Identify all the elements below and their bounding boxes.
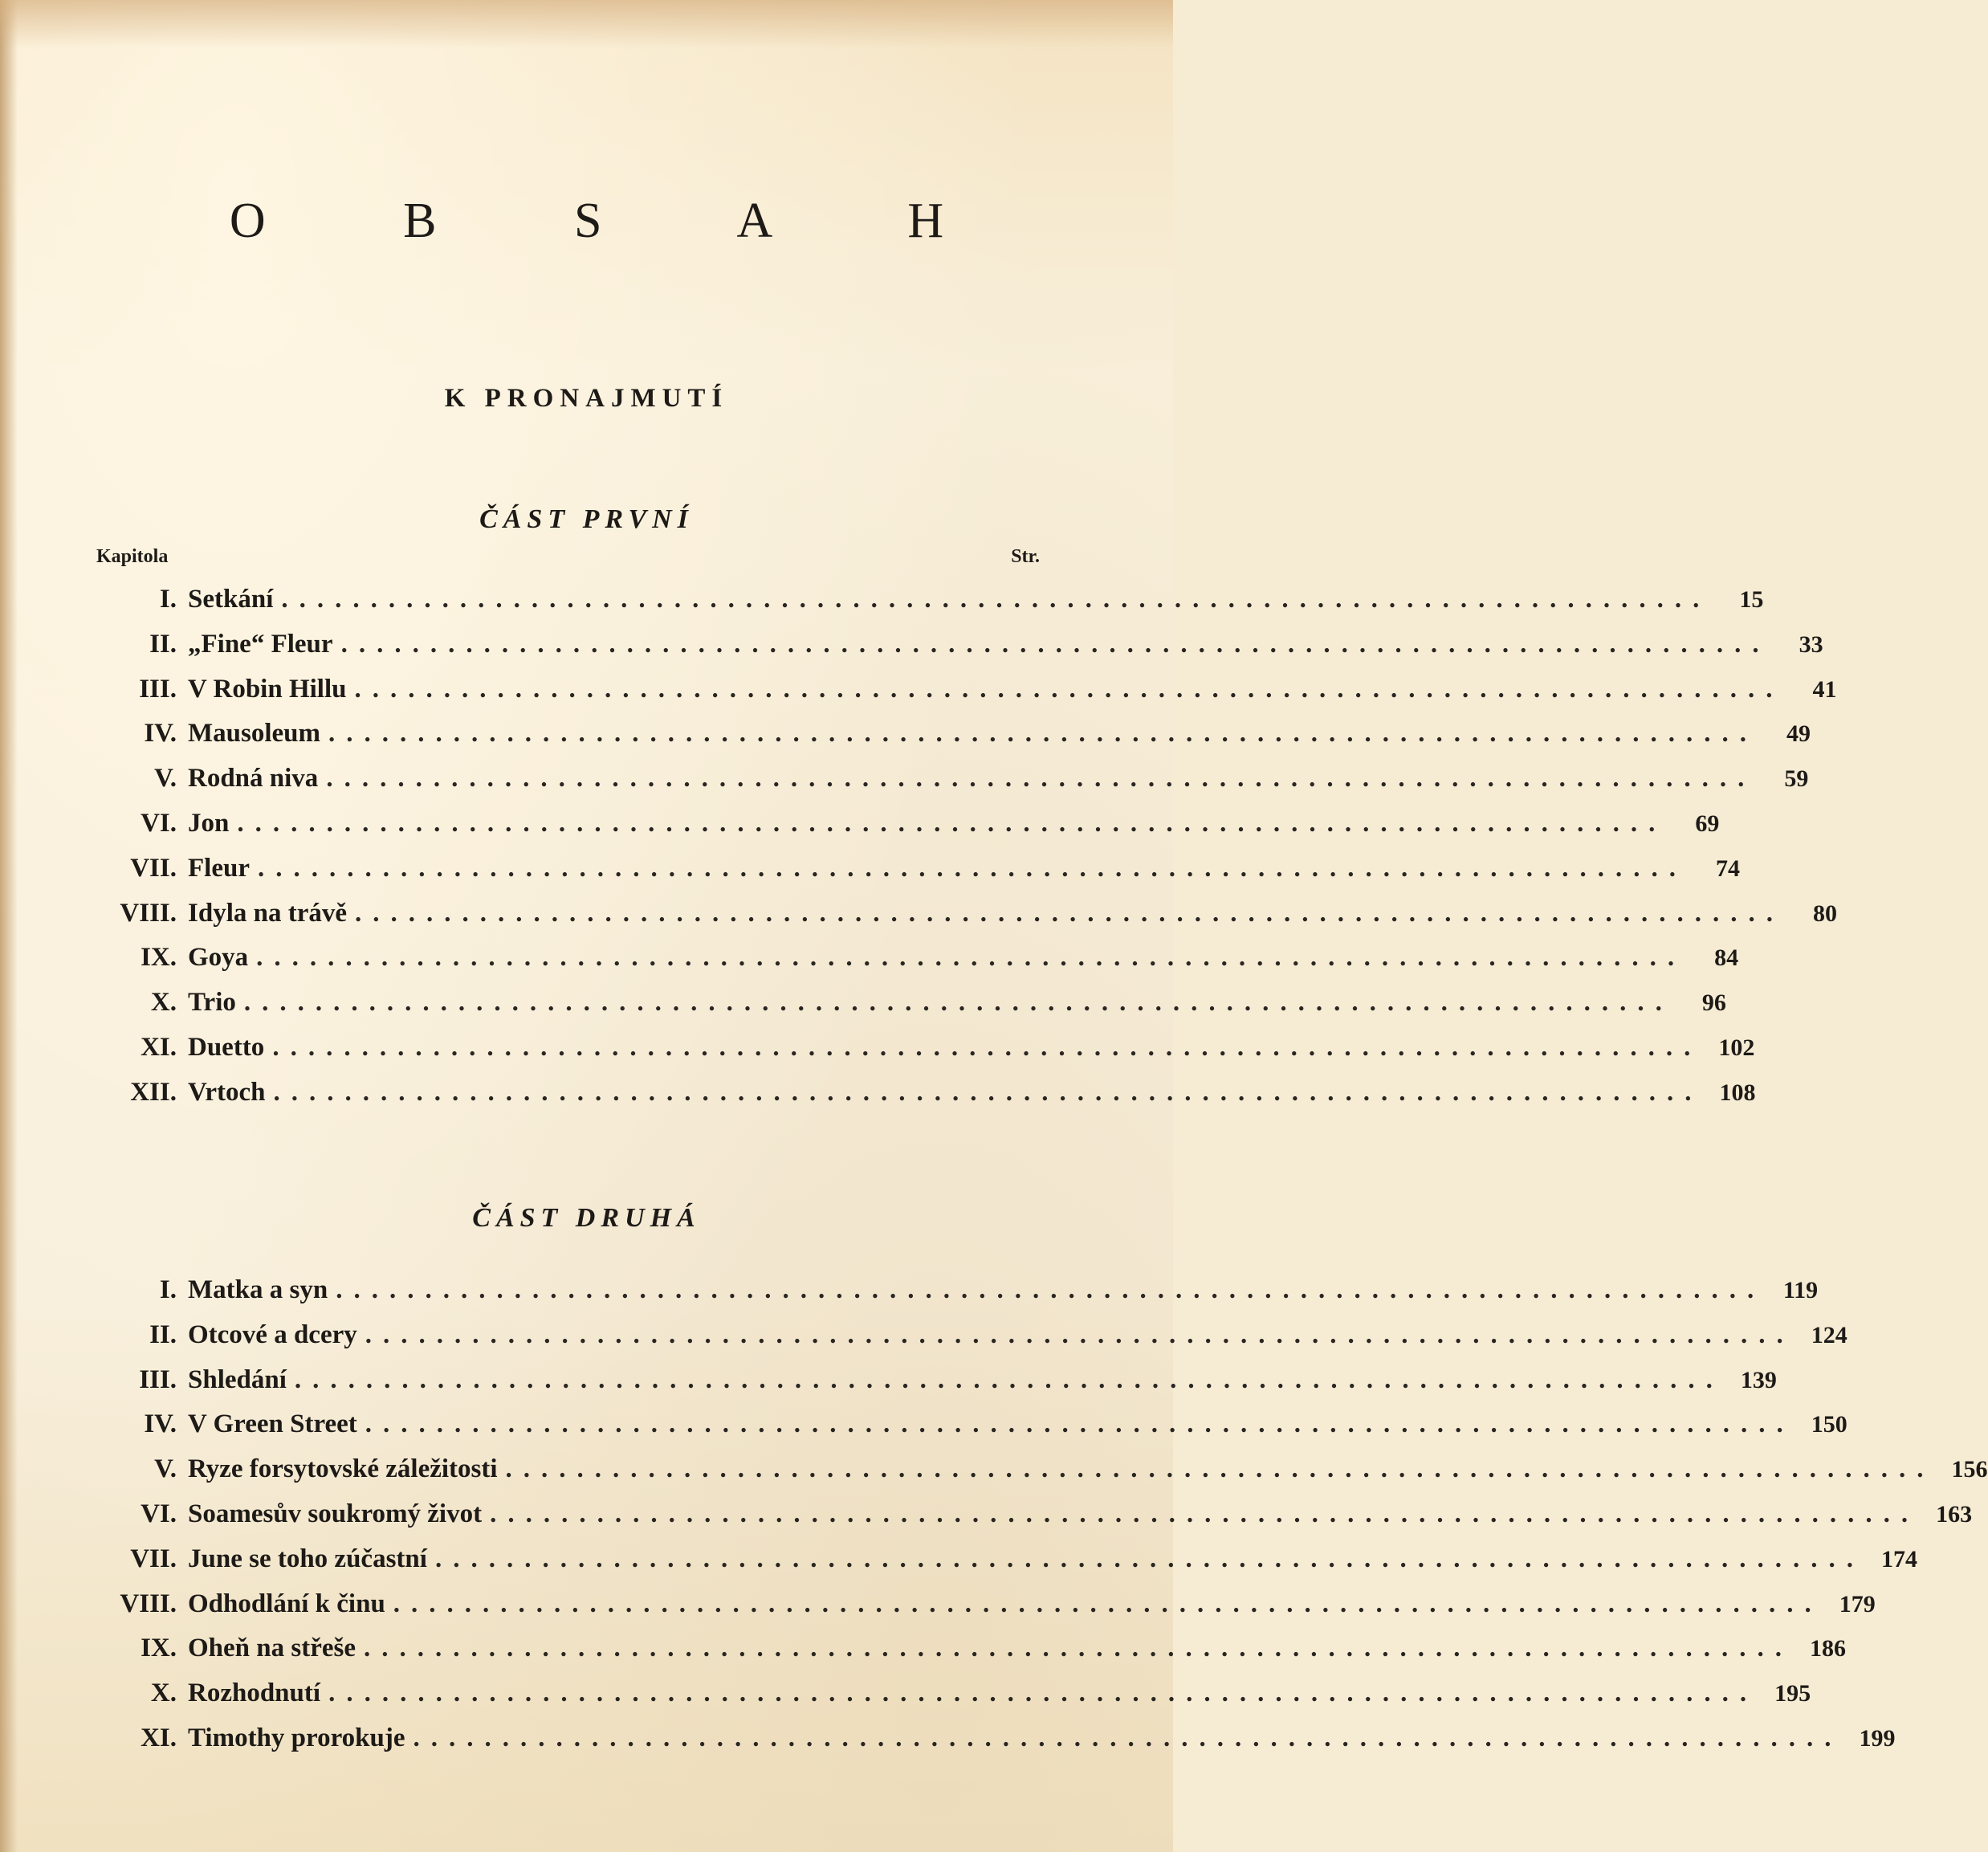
chapter-number: VI. <box>141 1499 177 1528</box>
page-number: 102 <box>1718 1034 1755 1061</box>
page-number: 179 <box>1839 1590 1876 1617</box>
dot-leader: ................................................................................ <box>257 853 1687 883</box>
toc-entry <box>96 1454 1988 1487</box>
toc-entry <box>96 853 1740 886</box>
toc-entry <box>96 1077 1756 1110</box>
dot-leader: ................................................................................ <box>272 1033 1702 1062</box>
chapter-title: Mausoleum <box>188 719 320 749</box>
chapter-title: Timothy prorokuje <box>188 1724 405 1752</box>
page-top-stain <box>0 0 1173 48</box>
dot-leader: ................................................................................ <box>294 1365 1724 1394</box>
toc-entry <box>96 988 1726 1020</box>
chapter-title: Matka a syn <box>188 1275 328 1304</box>
dot-leader: ................................................................................ <box>336 1275 1766 1304</box>
toc-entry <box>96 629 1823 662</box>
page-number: 49 <box>1786 720 1811 748</box>
chapter-column-label: Kapitola <box>96 546 169 567</box>
toc-entry <box>96 1499 1973 1532</box>
page-number: 139 <box>1740 1366 1777 1393</box>
chapter-title: Jon <box>188 809 230 838</box>
page-number: 69 <box>1695 810 1720 837</box>
chapter-title: V Green Street <box>188 1409 357 1439</box>
page-number: 195 <box>1774 1680 1811 1707</box>
toc-entry <box>96 674 1837 707</box>
chapter-number: II. <box>149 629 177 659</box>
dot-leader: ................................................................................ <box>273 1077 1703 1107</box>
dot-leader: ................................................................................ <box>365 1320 1794 1349</box>
dot-leader: ................................................................................ <box>505 1454 1935 1484</box>
dot-leader: ................................................................................ <box>256 943 1686 973</box>
chapter-title: Otcové a dcery <box>188 1320 357 1349</box>
dot-leader: ................................................................................ <box>354 674 1784 704</box>
chapter-number: XII. <box>130 1077 177 1107</box>
chapter-number: III. <box>139 674 177 704</box>
dot-leader: ................................................................................ <box>237 809 1667 838</box>
page-number: 163 <box>1936 1501 1973 1528</box>
dot-leader: ................................................................................ <box>340 629 1770 659</box>
page-number: 150 <box>1811 1411 1847 1438</box>
dot-leader: ................................................................................ <box>355 898 1784 928</box>
chapter-number: VIII. <box>120 1589 177 1618</box>
chapter-number: V. <box>154 1454 177 1484</box>
chapter-title: June se toho zúčastní <box>188 1544 427 1573</box>
toc-entry <box>96 1589 1876 1622</box>
chapter-title: Duetto <box>188 1033 265 1062</box>
chapter-number: IV. <box>144 1409 177 1439</box>
chapter-title: Setkání <box>188 585 274 614</box>
dot-leader: ................................................................................ <box>328 719 1758 749</box>
chapter-title: Ryze forsytovské záležitosti <box>188 1454 498 1484</box>
toc-entry <box>96 764 1809 796</box>
chapter-title: Oheň na střeše <box>188 1634 356 1663</box>
dot-leader: ................................................................................ <box>243 988 1673 1018</box>
chapter-number: VII. <box>130 1544 177 1573</box>
toc-entry <box>96 1275 1819 1307</box>
page-number: 108 <box>1719 1079 1756 1106</box>
contents-heading: O B S A H <box>229 194 1007 248</box>
chapter-number: X. <box>150 1679 177 1708</box>
chapter-title: V Robin Hillu <box>188 674 347 704</box>
toc-entry <box>96 1365 1777 1397</box>
chapter-title: Fleur <box>188 853 250 883</box>
page-number: 96 <box>1701 989 1726 1017</box>
chapter-number: V. <box>154 764 177 793</box>
chapter-number: I. <box>159 1275 177 1304</box>
dot-leader: ................................................................................ <box>434 1544 1864 1573</box>
toc-entry <box>96 1679 1811 1711</box>
page-column-label: Str. <box>1011 546 1040 567</box>
chapter-number: I. <box>159 585 177 614</box>
chapter-title: Vrtoch <box>188 1077 266 1107</box>
toc-entry <box>96 1409 1847 1442</box>
book-title: K PRONAJMUTÍ <box>444 384 729 413</box>
dot-leader: ................................................................................ <box>393 1589 1823 1618</box>
chapter-title: „Fine“ Fleur <box>188 629 333 659</box>
chapter-number: IX. <box>141 1634 177 1663</box>
page-number: 119 <box>1782 1277 1819 1303</box>
chapter-number: VII. <box>130 853 177 883</box>
page-number: 186 <box>1810 1635 1846 1662</box>
chapter-title: Rozhodnutí <box>188 1679 321 1708</box>
page-number: 174 <box>1880 1545 1917 1573</box>
chapter-number: XI. <box>141 1033 177 1062</box>
chapter-title: Shledání <box>188 1365 287 1394</box>
part-two-title: ČÁST DRUHÁ <box>472 1203 701 1233</box>
page-number: 41 <box>1812 675 1837 703</box>
toc-entry <box>96 719 1811 751</box>
page-number: 74 <box>1715 855 1740 882</box>
chapter-number: II. <box>149 1320 177 1349</box>
dot-leader: ................................................................................ <box>365 1409 1794 1439</box>
dot-leader: ................................................................................ <box>281 585 1711 614</box>
chapter-title: Trio <box>188 988 236 1018</box>
dot-leader: ................................................................................ <box>490 1499 1920 1528</box>
toc-entry <box>96 943 1739 975</box>
dot-leader: ................................................................................ <box>328 1679 1758 1708</box>
page-number: 59 <box>1784 765 1809 793</box>
chapter-title: Goya <box>188 943 249 973</box>
dot-leader: ................................................................................ <box>326 764 1756 793</box>
chapter-number: X. <box>150 988 177 1018</box>
toc-entry <box>96 585 1764 617</box>
chapter-title: Idyla na trávě <box>188 898 347 928</box>
page-number: 84 <box>1714 944 1739 972</box>
toc-entry <box>96 1320 1847 1352</box>
chapter-number: III. <box>139 1365 177 1394</box>
page-number: 15 <box>1739 586 1764 613</box>
page-number: 33 <box>1799 630 1823 658</box>
page-number: 80 <box>1813 899 1837 927</box>
chapter-title: Odhodlání k činu <box>188 1589 385 1618</box>
page-edge-shadow <box>0 0 18 1852</box>
dot-leader: ................................................................................ <box>364 1634 1793 1663</box>
chapter-number: XI. <box>141 1724 177 1752</box>
page-number: 199 <box>1859 1725 1896 1752</box>
toc-entry <box>96 1544 1917 1577</box>
dot-leader: ................................................................................ <box>413 1724 1843 1752</box>
chapter-number: VIII. <box>120 898 177 928</box>
chapter-number: IX. <box>141 943 177 973</box>
chapter-number: IV. <box>144 719 177 749</box>
chapter-title: Rodná niva <box>188 764 319 793</box>
chapter-title: Soamesův soukromý život <box>188 1499 483 1528</box>
toc-entry <box>96 1634 1846 1666</box>
part-one-title: ČÁST PRVNÍ <box>479 504 694 534</box>
toc-entry <box>96 1033 1755 1065</box>
toc-entry <box>96 809 1720 841</box>
page-number: 124 <box>1811 1321 1847 1348</box>
toc-entry <box>96 1724 1896 1756</box>
chapter-number: VI. <box>141 809 177 838</box>
page-number: 156 <box>1951 1456 1988 1483</box>
toc-entry <box>96 898 1837 931</box>
